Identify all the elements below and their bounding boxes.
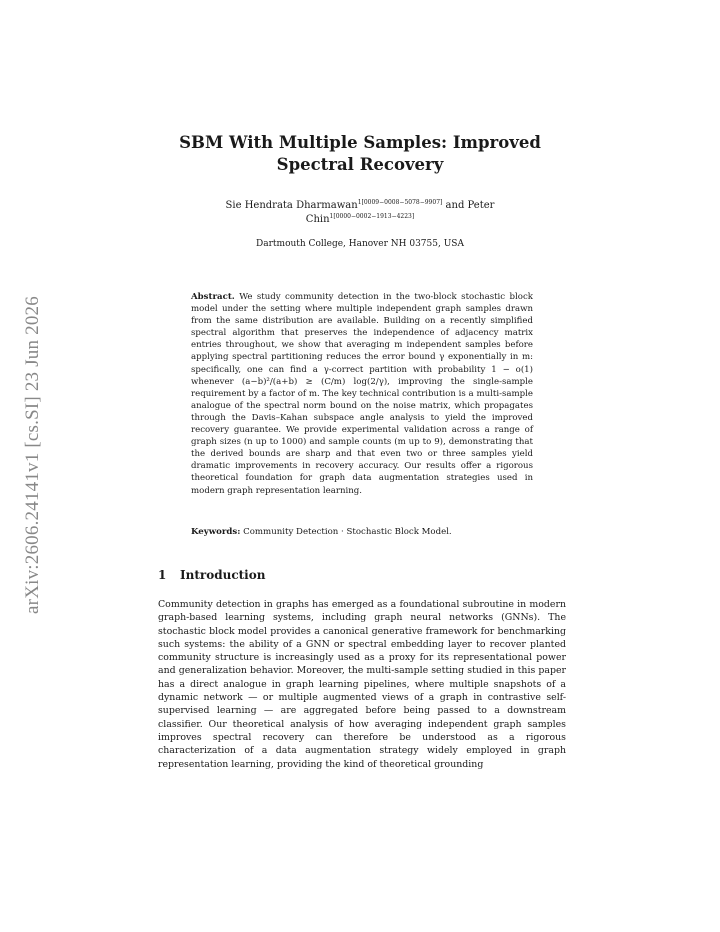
abstract (191, 291, 533, 497)
author-name: Sie Hendrata Dharmawan (225, 200, 358, 211)
abstract-text: We study community detection in the two-block stochastic block model under the setting where multiple independent graph samples drawn from the same distribution are available. Building on a recently simplified spectral algorithm that preserves the independence of adjacency matrix entries throughout, we show that averaging m independent samples before applying spectral partitioning reduces the error bound γ exponentially in m: specifically, one can find a γ-correct partition with probability 1 − o(1) whenever (a−b)²/(a+b) ≥ (C/m) log(2/γ), improving the single-sample requirement by a factor of m. The key technical contribution is a multi-sample analogue of the spectral norm bound on the noise matrix, which propagates through the Davis–Kahan subspace angle analysis to yield the improved recovery guarantee. We provide experimental validation across a range of graph sizes (n up to 1000) and sample counts (m up to 9), demonstrating that the derived bounds are sharp and that even two or three samples yield dramatic improvements in recovery accuracy. Our results offer a rigorous theoretical foundation for graph data augmentation strategies used in modern graph representation learning. (191, 292, 533, 496)
keywords (191, 527, 533, 537)
arxiv-identifier: arXiv:2606.24141v1 [cs.SI] 23 Jun 2026 (22, 296, 43, 614)
author-list (180, 199, 540, 227)
intro-paragraph: Community detection in graphs has emerged as a foundational subroutine in modern graph-based learning systems, including graph neural networks (GNNs). The stochastic block model provides a canonical generative framework for benchmarking such systems: the ability of a GNN or spectral embedding layer to recover planted community structure is increasingly used as a proxy for its representational power and generalization behavior. Moreover, the multi-sample setting studied in this paper has a direct analogue in graph learning pipelines, where multiple snapshots of a dynamic network — or multiple augmented views of a graph in contrastive self-supervised learning — are aggregated before being passed to a downstream classifier. Our theoretical analysis of how averaging independent graph samples improves spectral recovery can therefore be understood as a rigorous characterization of a data augmentation strategy widely employed in graph representation learning, providing the kind of theoretical grounding (158, 599, 566, 770)
author-name: Peter Chin (305, 200, 495, 225)
author-orcid: 1[0009−0008−5078−9907] (357, 199, 443, 206)
paper-title: SBM With Multiple Samples: Improved Spectral Recovery (179, 133, 541, 174)
section-heading (158, 568, 265, 582)
keywords-text: Community Detection · Stochastic Block Model. (243, 527, 452, 537)
author-orcid: 1[0000−0002−1913−4223] (329, 213, 415, 220)
affiliation: Dartmouth College, Hanover NH 03755, USA (256, 239, 464, 249)
arxiv-sidebar-stamp (18, 270, 48, 640)
section-number: 1 (158, 568, 167, 582)
section-title: Introduction (180, 568, 266, 582)
abstract-label: Abstract. (191, 292, 235, 302)
keywords-label: Keywords: (191, 527, 241, 537)
author-conjunction: and (442, 200, 468, 211)
